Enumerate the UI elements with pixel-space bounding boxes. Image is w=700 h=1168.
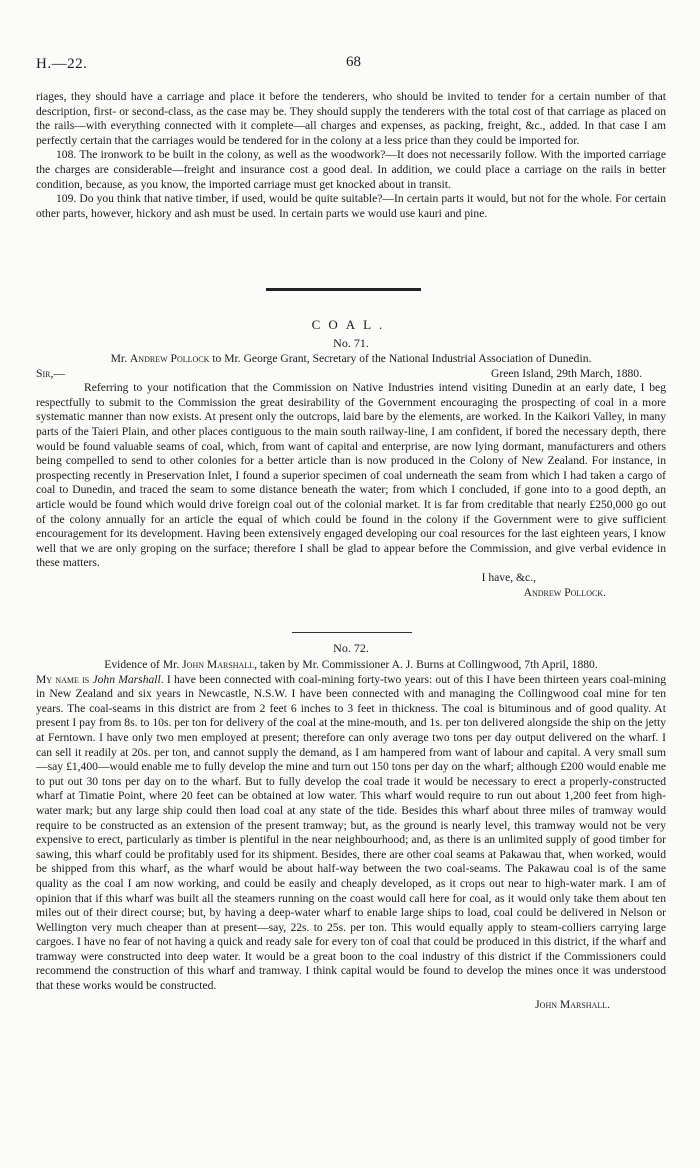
letter-heading [36,352,666,367]
heading-suffix: to Mr. George Grant, Secretary of the National Industrial Association of Dunedin. [209,352,592,365]
letter-body: Referring to your notification that the Commission on Native Industries intend visiting Dunedin at an early date, I beg respectfully to submit to the Commission the great desirability of the Government encouraging the prospecting of coal in a more systematic manner than now exists. At present only the outcrops, laid bare by the elements, are worked. In the Kaikori Valley, in many parts of the Taieri Plain, and other places contiguous to the main south railway-line, I am confident, if bored the necessary depth, there would be found valuable seams of coal, which, from want of capital and enterprise, are now lying dormant, manufacturers and others being compelled to send to other colonies for a better article than is now produced in the Colony of New Zealand. For instance, in prospecting recently in Preservation Inlet, I found a superior specimen of coal underneath the seam from which I had taken a cargo of coal to Dunedin, and traced the seam to some distance beneath the water; from which I concluded, if gone into to a good depth, an article would be found which would drive foreign coal out of the colonial market. It is far from creditable that nearly £250,000 go out of the colony annually for an article the equal of which could be found in the colony if the Government were to give sufficient encouragement for its development. Having been extensively engaged developing our coal resources for the last eighteen years, I know well that we are only groping on the surface; therefore I shall be glad to appear before the Commission, and give verbal evidence in these matters. [36,381,666,570]
letter [36,352,666,600]
salutation-line [36,367,666,382]
witness-name: John Marshall [182,658,255,671]
continued-evidence [36,90,666,221]
document-number: No. 71. [333,336,369,350]
heading-suffix: , taken by Mr. Commissioner A. J. Burns at Collingwood, 7th April, 1880. [254,658,598,671]
heading-prefix: Evidence of Mr. [104,658,183,671]
document-number: No. 72. [333,641,369,655]
place-date: Green Island, 29th March, 1880. [490,366,642,380]
body-text: . I have been connected with coal-mining forty-two years: out of this I have been thirteen years coal-mining in New Zealand and six years in Newcastle, N.S.W. I have been connected with and managing the Collingwood coal mine for ten years. The coal-seams in this district are from 2 feet 6 inches to 3 feet in thickness. The coal is bituminous and of good quality. At present I pay from 8s. to 10s. per ton for delivery of the coal at the mine-mouth, and 1s. per ton delivered alongside the ship on the jetty at Ferntown. I have only two men employed at present; therefore can only average two tons per day output delivered on the wharf. I can sell it readily at 20s. per ton, and cannot supply the demand, as I am hampered from want of labour and capital. A very small sum—say £1,400—would enable me to fully develop the mine and turn out 150 tons per day on the wharf; although £200 would enable me to put out 30 tons per day on to the wharf. But to fully develop the coal trade it would be necessary to erect a properly-constructed wharf at Timatie Point, where 20 feet can be obtained at low water. This wharf would require to run out about 1,200 feet from high-water mark; but any large ship could then load coal at any state of the tide. Besides this wharf about three miles of tramway would require to be constructed as an extension of the present tramway; but, as the ground is nearly level, this tramway would not be very expensive to erect, particularly as timber is plentiful in the near neighbourhood; and, as there is an unlimited supply of good timber for sawing, this wharf could be profitably used for its shipment. Besides, there are other coal seams at Pakawau that, when worked, would be shipped from this wharf, as the wharf would be about half-way between the two coal-seams. The Pakawau coal is of the same quality as the coal I am now working, and could be easily and cheaply developed, as it crops out near to high-water mark. I am of opinion that if this wharf was built all the steamers running on the coast would call here for coal, as it would only take them about ten miles out of their direct course; but, by having a deep-water wharf to enable large ships to load, coal could be delivered in Nelson or Wellington very much cheaper than at present—say, 22s. to 25s. per ton. This would equally apply to steam-colliers carrying large cargoes. I have no fear of not having a quick and ready sale for every ton of coal that could be produced in this district, if the wharf and tramway were constructed into deep water. It would be a great boon to the coal industry of this district if the Commissioners could recommend the construction of this wharf and tramway. I think capital would be found to develop the mines once it was understood that these works would be constructed. [36,672,666,993]
page-header [36,56,666,78]
page-number: 68 [346,54,361,70]
evidence-signature: John Marshall. [535,997,610,1011]
divider [292,632,412,633]
letter-closing: I have, &c., [481,570,536,584]
report-code: H.—22. [36,56,88,72]
evidence [36,658,666,1012]
paragraph: 108. The ironwork to be built in the colony, as well as the woodwork?—It does not necessarily follow. With the imported carriage the charges are considerable—freight and insurance cost a good deal. In addition, we could place a carriage on the rails in better condition, because, as you know, the imported carriage must get knocked about in transit. [36,148,666,191]
evidence-body [36,673,666,994]
heading-prefix: Mr. [110,352,130,365]
paragraph: 109. Do you think that native timber, if used, would be quite suitable?—In certain parts it would, but not for the whole. For certain other parts, however, hickory and ash must be used. In certain parts we would use kauri and pine. [36,192,666,220]
section-divider [266,288,421,291]
letter-signature: Andrew Pollock. [523,585,606,599]
salutation: Sir,— [36,366,65,380]
body-intro: My name is [36,672,93,686]
witness-name-italic: John Marshall [92,672,161,686]
paragraph: riages, they should have a carriage and place it before the tenderers, who should be invited to tender for a certain number of that description, first- or second-class, as the case may be. They should supply the tenderers with the total cost of that carriage as placed on the rails—with everything connected with it complete—all charges and expenses, as packing, freight, &c., added. In that case I am perfectly certain that the carriages would be tendered for in the colony at a less price than they could be imported for. [36,90,666,147]
author-name: Andrew Pollock [129,352,210,365]
section-title: COAL. [311,317,391,332]
evidence-heading [36,658,666,673]
